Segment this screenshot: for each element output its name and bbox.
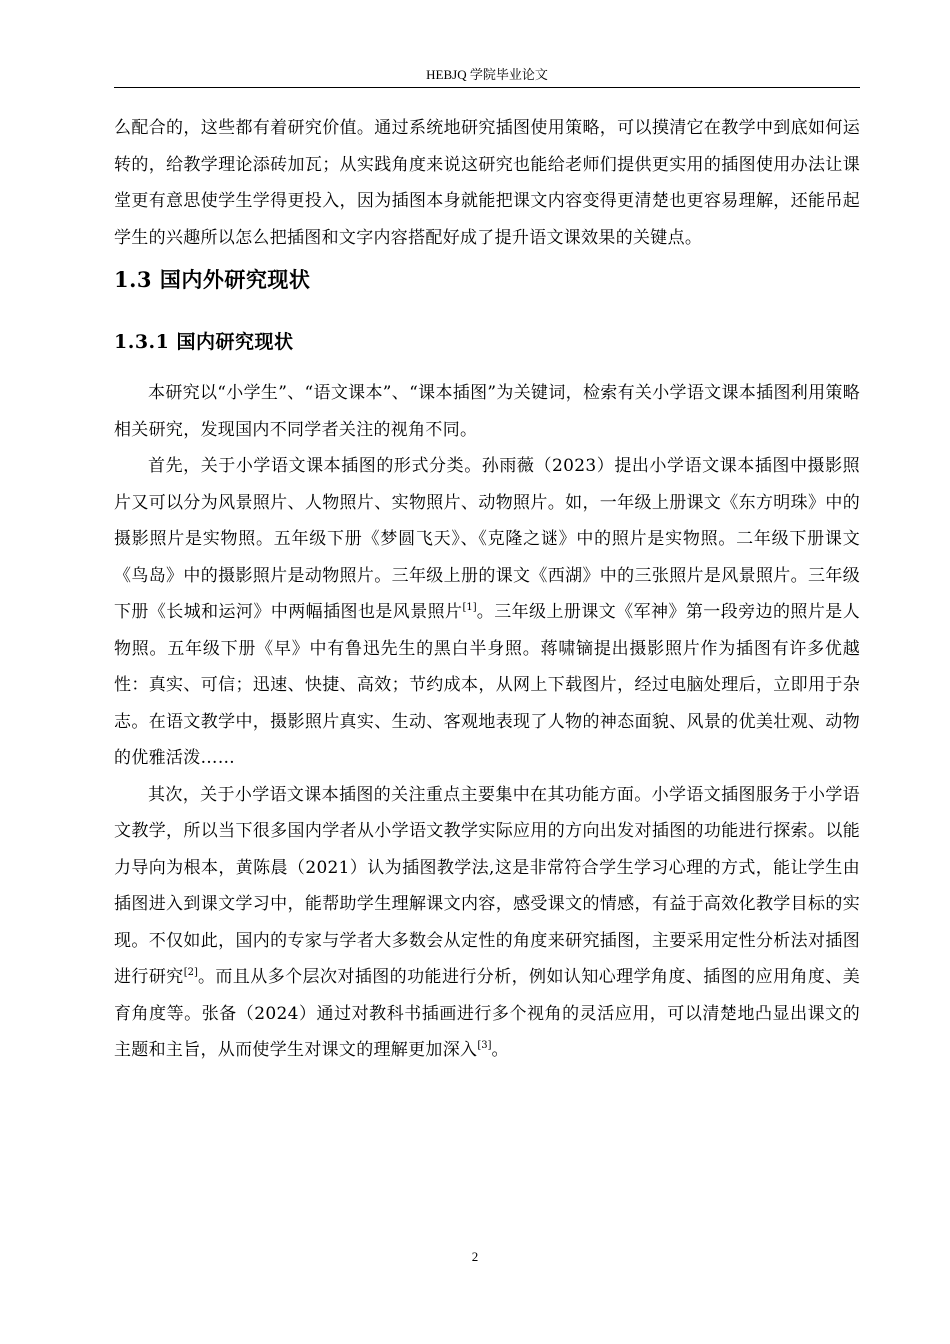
- paragraph-text: 首先，关于小学语文课本插图的形式分类。孙雨薇（2023）提出小学语文课本插图中摄影照片又可以分为风景照片、人物照片、实物照片、动物照片。如，一年级上册课文《东方明珠》中的摄影照片是实物照。五年级下册《梦圆飞天》、《克隆之谜》中的照片是实物照。二年级下册课文《鸟岛》中的摄影照片是动物照片。三年级上册的课文《西湖》中的三张照片是风景照片。三年级下册《长城和运河》中两幅插图也是风景照片: [114, 456, 860, 622]
- running-header: HEBJQ 学院毕业论文: [426, 67, 548, 82]
- header-rule: [114, 87, 860, 88]
- section-heading-1-3: 1.3 国内外研究现状: [114, 267, 311, 292]
- page-number: 2: [471, 1249, 479, 1264]
- paragraph-keywords: 本研究以“小学生”、“语文课本”、“课本插图”为关键词，检索有关小学语文课本插图利用策略相关研究，发现国内不同学者关注的视角不同。: [114, 383, 860, 440]
- paragraph-text: 。而且从多个层次对插图的功能进行分析，例如认知心理学角度、插图的应用角度、美育角度等。张备（2024）通过对教科书插画进行多个视角的灵活应用，可以清楚地凸显出课文的主题和主旨，从而使学生对课文的理解更加深入: [114, 967, 860, 1060]
- citation-1: [1]: [462, 602, 477, 613]
- paragraph-continued: 么配合的，这些都有着研究价值。通过系统地研究插图使用策略，可以摸清它在教学中到底如何运转的，给教学理论添砖加瓦；从实践角度来说这研究也能给老师们提供更实用的插图使用办法让课堂更有意思使学生学得更投入，因为插图本身就能把课文内容变得更清楚也更容易理解，还能吊起学生的兴趣所以怎么把插图和文字内容搭配好成了提升语文课效果的关键点。: [114, 118, 860, 248]
- page-body: [114, 110, 860, 1069]
- paragraph-form-classification: [114, 448, 860, 777]
- citation-2: [2]: [183, 967, 198, 978]
- subsection-heading-1-3-1: 1.3.1 国内研究现状: [114, 331, 294, 353]
- paragraph-text: 其次，关于小学语文课本插图的关注重点主要集中在其功能方面。小学语文插图服务于小学语文教学，所以当下很多国内学者从小学语文教学实际应用的方向出发对插图的功能进行探索。以能力导向为根本，黄陈晨（2021）认为插图教学法,这是非常符合学生学习心理的方式，能让学生由插图进入到课文学习中，能帮助学生理解课文内容，感受课文的情感，有益于高效化教学目标的实现。不仅如此，国内的专家与学者大多数会从定性的角度来研究插图，主要采用定性分析法对插图进行研究: [114, 784, 860, 987]
- paragraph-text: 。三年级上册课文《军神》第一段旁边的照片是人物照。五年级下册《早》中有鲁迅先生的黑白半身照。蒋啸镝提出摄影照片作为插图有许多优越性：真实、可信；迅速、快捷、高效；节约成本，从网上下载图片，经过电脑处理后，立即用于杂志。在语文教学中，摄影照片真实、生动、客观地表现了人物的神态面貌、风景的优美壮观、动物的优雅活泼……: [114, 602, 860, 768]
- citation-3: [3]: [477, 1040, 492, 1051]
- paragraph-function-focus: [114, 777, 860, 1069]
- paragraph-text: 。: [491, 1040, 509, 1060]
